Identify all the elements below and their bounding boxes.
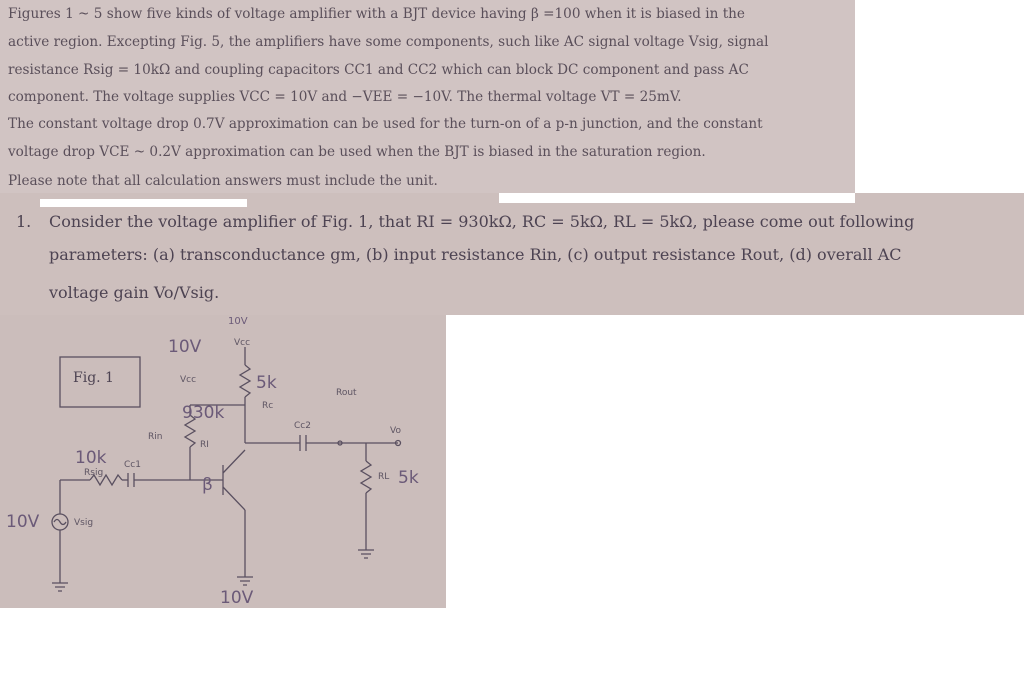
- intro-line: Please note that all calculation answers must include the unit.: [8, 173, 438, 189]
- rl-resistor: [361, 461, 371, 493]
- handwritten-10v-bottom: 10V: [220, 588, 254, 608]
- vo-label: Vo: [390, 426, 401, 436]
- intro-line: voltage drop VCE ~ 0.2V approximation can be used when the BJT is biased in the saturation region.: [8, 144, 706, 160]
- figure-caption: Fig. 1: [73, 370, 114, 386]
- question-number: 1.: [16, 212, 32, 231]
- cc1-label: Cc1: [124, 460, 141, 470]
- question-line: Consider the voltage amplifier of Fig. 1, that RI = 930kΩ, RC = 5kΩ, RL = 5kΩ, please come out following: [49, 212, 915, 231]
- intro-line: component. The voltage supplies VCC = 10V and −VEE = −10V. The thermal voltage VT = 25mV.: [8, 89, 682, 105]
- ground-symbol: [52, 583, 68, 591]
- rin-label: Rin: [148, 432, 163, 442]
- intro-line: The constant voltage drop 0.7V approximation can be used for the turn-on of a p-n junction, and the constant: [8, 116, 763, 132]
- rsig-label: Rsig: [84, 468, 104, 478]
- vcc-left-label: Vcc: [180, 375, 197, 385]
- handwritten-930k: 930k: [182, 403, 225, 423]
- intro-line: resistance Rsig = 10kΩ and coupling capacitors CC1 and CC2 which can block DC component and pass AC: [8, 62, 749, 78]
- vsig-symbol: [54, 520, 66, 525]
- vcc-top-label: Vcc: [234, 338, 251, 348]
- cc2-capacitor: [300, 435, 306, 451]
- ground-symbol: [237, 577, 253, 585]
- handwritten-10k: 10k: [75, 448, 107, 468]
- rc-resistor: [240, 365, 250, 397]
- intro-line: Figures 1 ~ 5 show five kinds of voltage amplifier with a BJT device having β =100 when it is biased in the: [8, 6, 745, 22]
- handwritten-beta: β: [202, 475, 213, 495]
- glare-strip: [499, 193, 855, 203]
- cc2-label: Cc2: [294, 421, 311, 431]
- rc-label: Rc: [262, 401, 274, 411]
- intro-line: active region. Excepting Fig. 5, the amplifiers have some components, such like AC signal voltage Vsig, signal: [8, 34, 769, 50]
- vsig-label: Vsig: [74, 518, 94, 528]
- handwritten-5k-rl: 5k: [398, 468, 419, 488]
- handwritten-10v-source: 10V: [6, 512, 40, 532]
- ri-label: RI: [200, 440, 209, 450]
- question-line: parameters: (a) transconductance gm, (b) input resistance Rin, (c) output resistance Rout, (d) overall AC: [49, 245, 902, 264]
- cc1-capacitor: [128, 473, 134, 487]
- ground-symbol: [358, 550, 374, 558]
- rout-label: Rout: [336, 388, 357, 398]
- rl-label: RL: [378, 472, 390, 482]
- handwritten-5k-rc: 5k: [256, 373, 277, 393]
- circuit-diagram: [0, 315, 446, 608]
- handwritten-10v-top: 10V: [168, 337, 202, 357]
- handwritten-10v-tiny: 10V: [228, 316, 248, 327]
- question-line: voltage gain Vo/Vsig.: [49, 283, 220, 302]
- bjt-body: [223, 450, 245, 510]
- glare-strip: [40, 199, 247, 207]
